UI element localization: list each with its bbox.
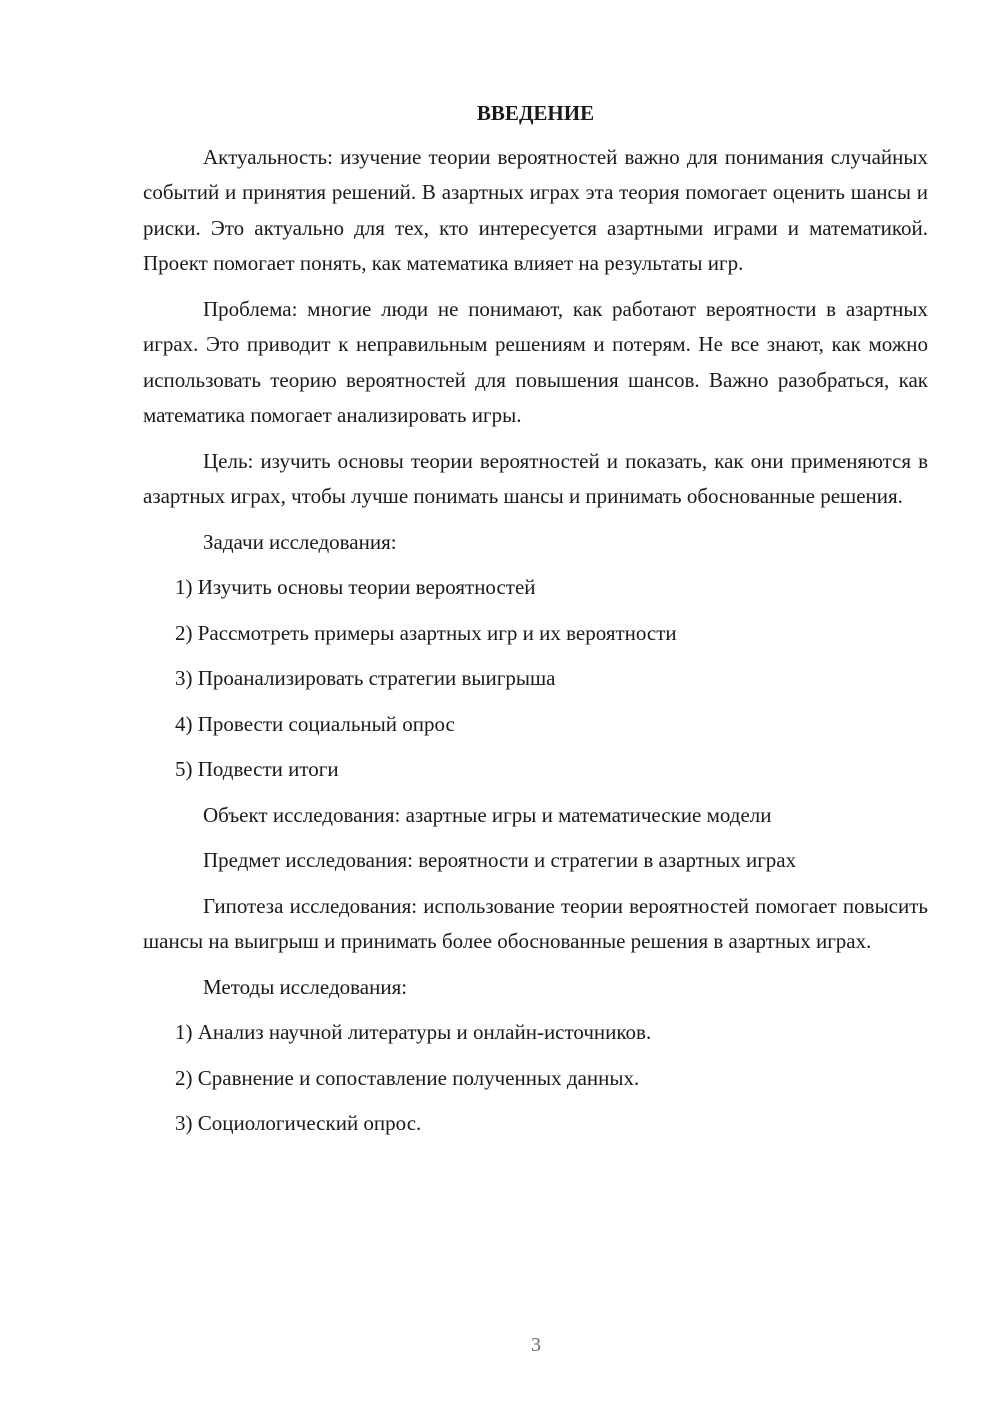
research-object: Объект исследования: азартные игры и математические модели [203,802,772,827]
task-item-5: 5) Подвести итоги [175,757,339,781]
page-content [143,96,928,1152]
task-item-4: 4) Провести социальный опрос [175,711,455,736]
problem-paragraph: Проблема: многие люди не понимают, как работают вероятности в азартных играх. Это приводит к неправильным решениям и потерям. Не все знают, как можно использовать теорию вероятностей для повышения шансов. Важно разобраться, как математика помогает анализировать игры. [143,296,928,427]
research-subject: Предмет исследования: вероятности и стратегии в азартных играх [203,848,797,872]
tasks-heading: Задачи исследования: [203,529,397,554]
relevance-paragraph: Актуальность: изучение теории вероятностей важно для понимания случайных событий и принятия решений. В азартных играх эта теория помогает оценить шансы и риски. Это актуально для тех, кто интересуется азартными играми и математикой. Проект помогает понять, как математика влияет на результаты игр. [143,144,928,275]
method-item-1: 1) Анализ научной литературы и онлайн-источников. [175,1020,652,1044]
goal-paragraph: Цель: изучить основы теории вероятностей и показать, как они применяются в азартных играх, чтобы лучше понимать шансы и принимать обоснованные решения. [143,448,928,508]
methods-heading: Методы исследования: [203,974,408,999]
section-title: ВВЕДЕНИЕ [476,101,595,125]
method-item-2: 2) Сравнение и сопоставление полученных данных. [175,1065,640,1090]
task-item-2: 2) Рассмотреть примеры азартных игр и их вероятности [175,620,677,645]
task-item-1: 1) Изучить основы теории вероятностей [175,575,536,599]
hypothesis-paragraph: Гипотеза исследования: использование теории вероятностей помогает повысить шансы на выигрыш и принимать более обоснованные решения в азартных играх. [143,893,928,953]
task-item-3: 3) Проанализировать стратегии выигрыша [175,666,556,690]
method-item-3: 3) Социологический опрос. [175,1111,422,1135]
page-number: 3 [531,1334,541,1356]
